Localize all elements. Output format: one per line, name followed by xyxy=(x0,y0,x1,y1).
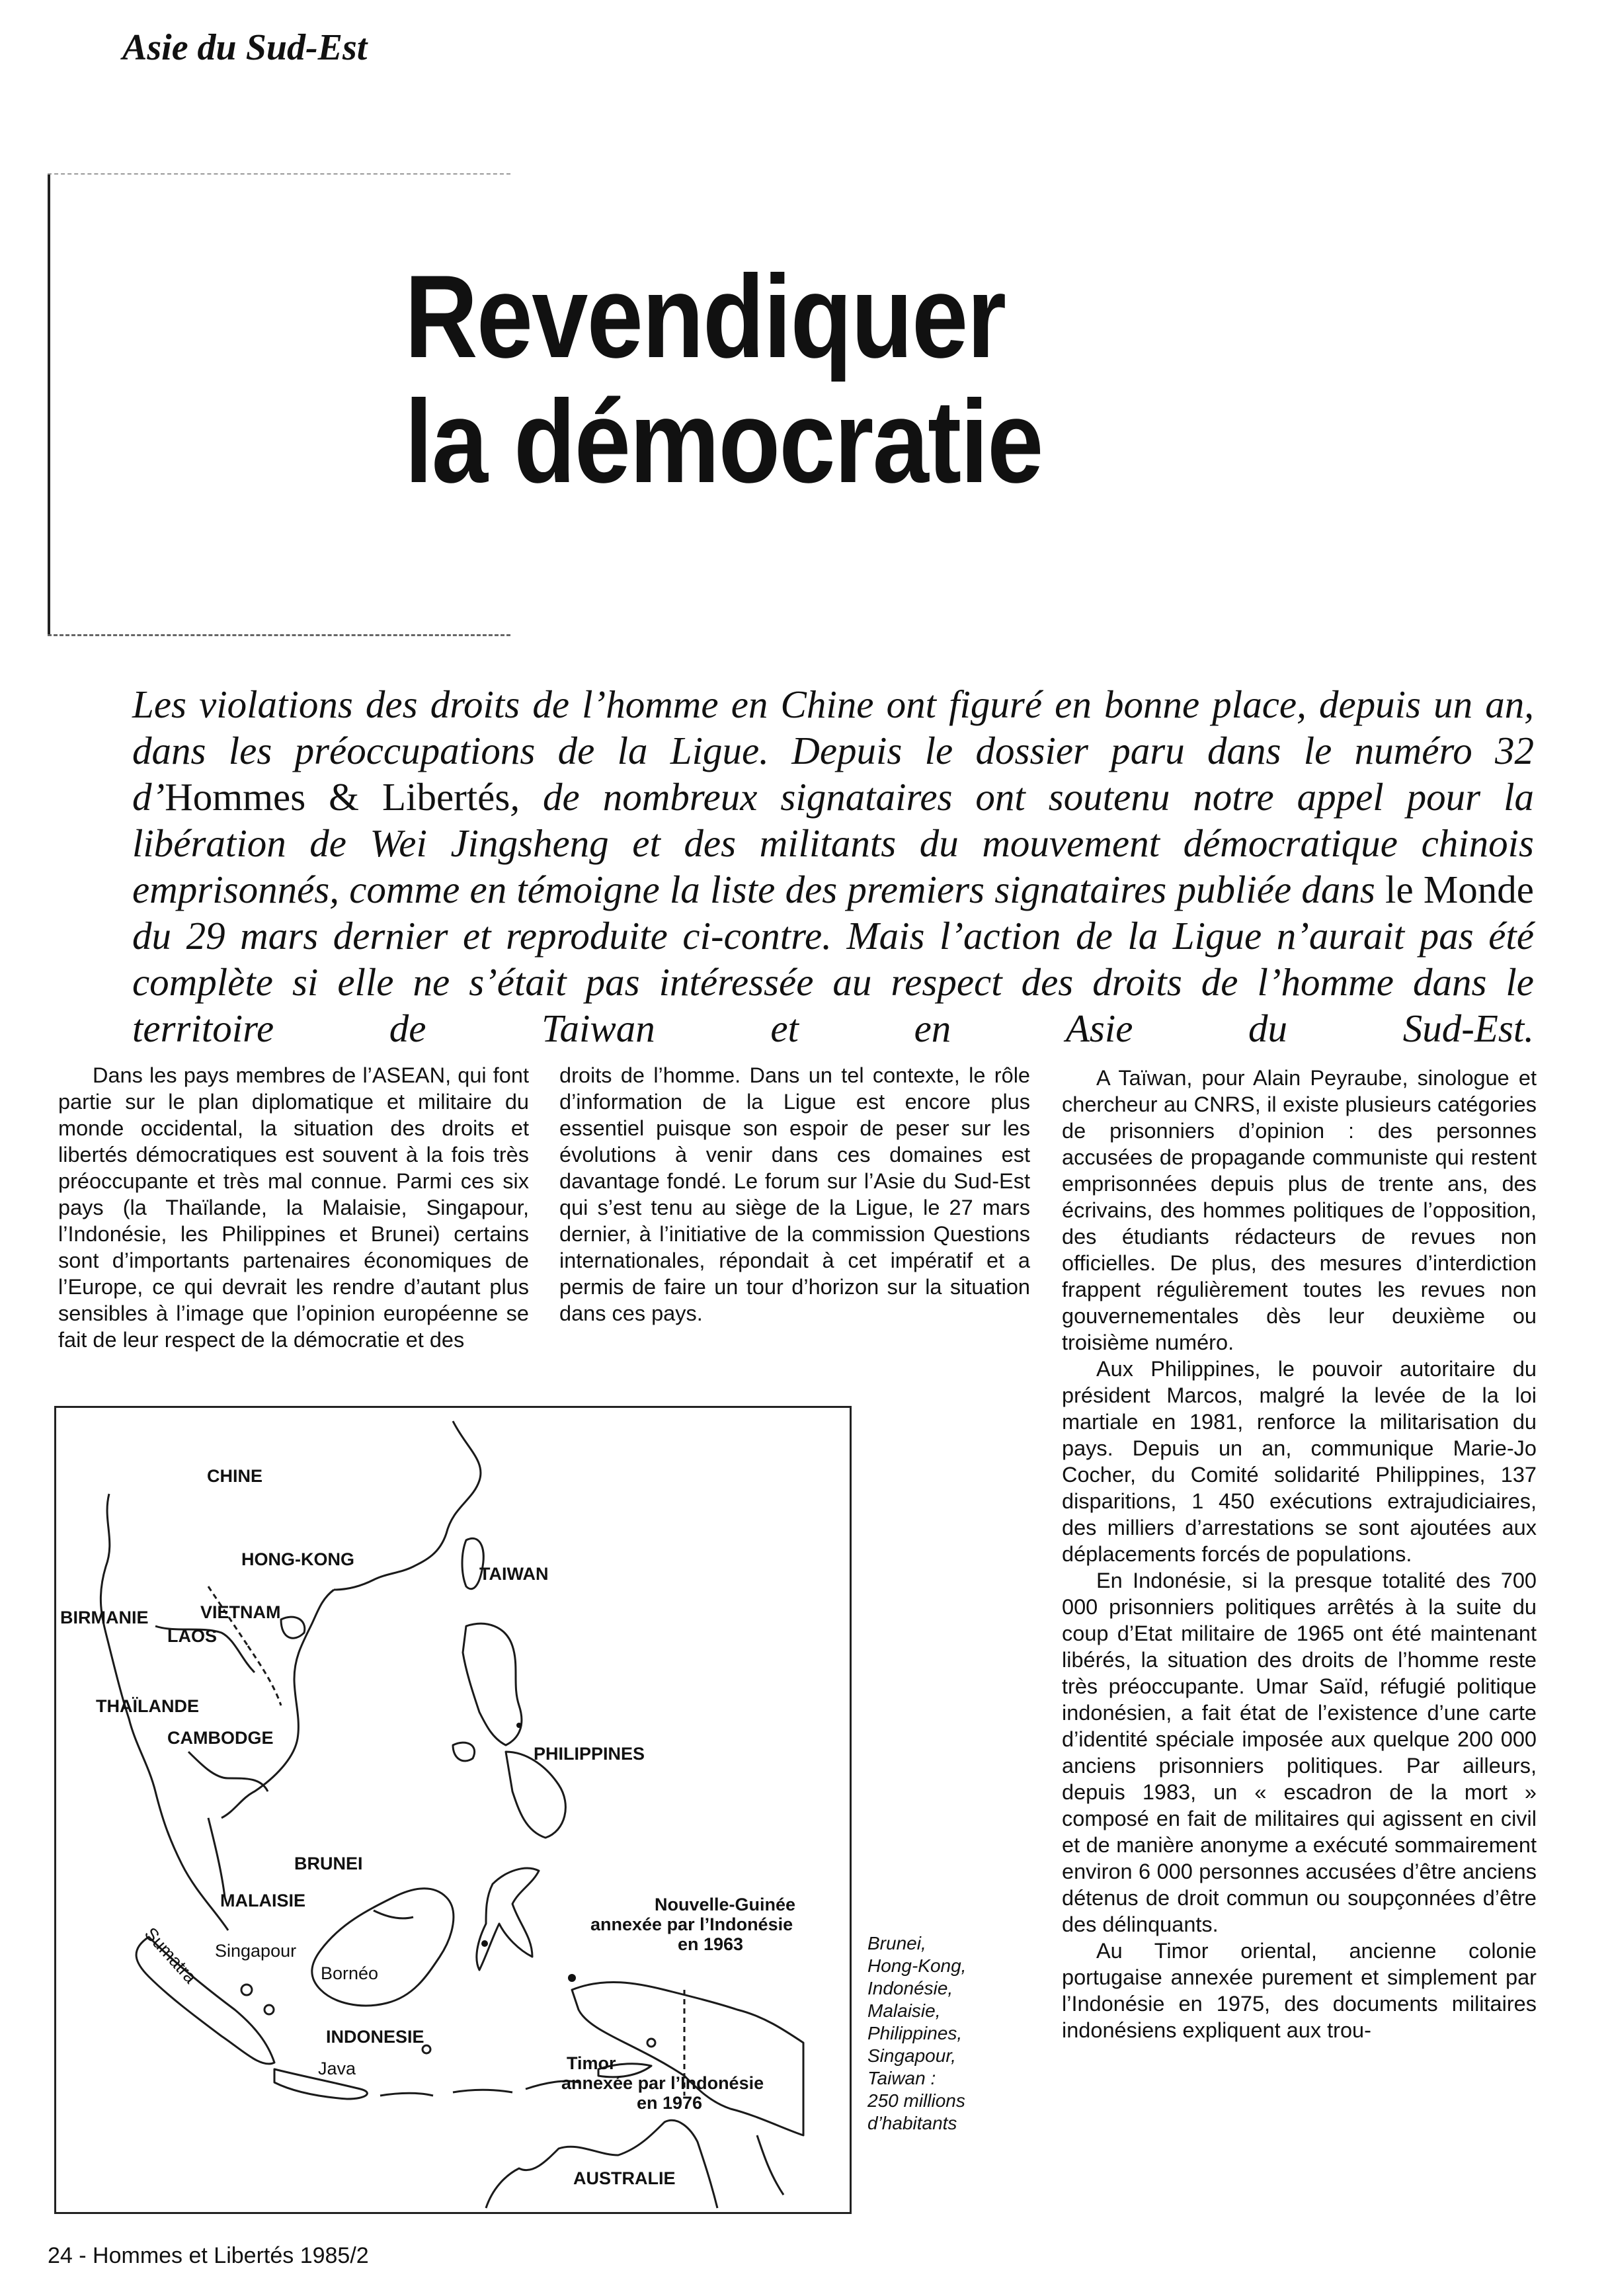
map-label-philippines: PHILIPPINES xyxy=(534,1744,645,1764)
section-label: Asie du Sud-Est xyxy=(122,27,368,68)
caption-line: 250 millions xyxy=(867,2090,965,2111)
lead-text: Jingsheng et des militants du mouvement démocratique chinois emprisonnés, comme en témoigne la liste des premiers signataires publiée dans xyxy=(132,821,1534,911)
map-label-burma: BIRMANIE xyxy=(60,1608,149,1627)
lead-text: , de nombreux signataires ont soutenu notre appel pour la libération de Wei xyxy=(132,775,1534,865)
caption-line: Brunei, xyxy=(867,1933,926,1953)
caption-line: Singapour, xyxy=(867,2045,956,2066)
map-label-hong-kong: HONG-KONG xyxy=(241,1549,354,1569)
map-label-taiwan: TAIWAN xyxy=(479,1564,549,1584)
caption-line: d’habitants xyxy=(867,2113,957,2133)
paragraph: Au Timor oriental, ancienne colonie portugaise annexée purement et simplement par l’Indonésie en 1975, des documents militaires indonésiens expliquent aux trou- xyxy=(1062,1939,1537,2042)
map-label-timor-annexed: annexée par l’Indonésie xyxy=(561,2073,764,2093)
map-label-new-guinea-year: en 1963 xyxy=(678,1934,744,1954)
southeast-asia-map xyxy=(54,1406,852,2214)
caption-line: Taiwan : xyxy=(867,2068,936,2088)
map-label-laos: LAOS xyxy=(167,1626,218,1646)
article-column-2 xyxy=(559,1062,1030,1327)
map-label-cambodia: CAMBODGE xyxy=(167,1728,274,1748)
map-label-new-guinea: Nouvelle-Guinée xyxy=(655,1895,796,1914)
caption-line: Philippines, xyxy=(867,2023,963,2043)
caption-line: Indonésie, xyxy=(867,1978,953,1998)
map-label-australia: AUSTRALIE xyxy=(573,2168,676,2188)
map-label-singapore: Singapour xyxy=(215,1941,297,1961)
map-label-indonesia: INDONESIE xyxy=(326,2027,424,2047)
paragraph: Aux Philippines, le pouvoir autoritaire du président Marcos, malgré la levée de la loi martiale en 1981, renforce la militarisation du pays. Depuis un an, communique Marie-Jo Cocher, du Comité solidarité Philippines, 137 disparitions, 1 450 exécutions extrajudiciaires, des milliers d’arrestations se sont ajoutées aux déplacements forcés de populations. xyxy=(1062,1357,1537,1566)
map-label-vietnam: VIETNAM xyxy=(200,1602,281,1622)
lead-text: du 29 mars dernier et reproduite ci-contre. Mais l’action de la Ligue n’aurait pas été complète si elle ne s’était pas intéressée au respect des droits de l’homme dans le territoire de Taiwan et en Asie du Sud-Est. xyxy=(132,914,1534,1050)
map-label-brunei: BRUNEI xyxy=(294,1854,363,1873)
article-column-3 xyxy=(1062,1065,1537,2043)
title-line-2: la démocratie xyxy=(405,375,1043,507)
map-label-timor: Timor xyxy=(567,2053,616,2073)
map-label-malaysia: MALAISIE xyxy=(220,1891,306,1910)
lead-magazine-name: Hommes & Libertés xyxy=(165,775,510,819)
map-label-thailand: THAÏLANDE xyxy=(96,1696,199,1716)
map-caption xyxy=(867,1932,1013,2135)
page-footer: 24 - Hommes et Libertés 1985/2 xyxy=(48,2243,369,2268)
lead-newspaper-name: le Monde xyxy=(1385,868,1534,911)
paragraph: En Indonésie, si la presque totalité des 700 000 prisonniers politiques arrêtés à la suite du coup d’Etat militaire de 1965 ont été maintenant libérés, la situation des droits de l’homme reste très préoccupante. Umar Saïd, réfugié politique indonésien, a fait état de l’existence d’une carte d’identité spéciale imposée aux quelque 200 000 anciens prisonniers politiques. Par ailleurs, depuis 1983, un « escadron de la mort » composé en fait de militaires qui agissent en civil et de manière anonyme a exécuté sommairement environ 6 000 personnes accusées d’être anciens détenus de droit commun ou soupçonnées d’être des délinquants. xyxy=(1062,1569,1537,1936)
map-label-new-guinea-annexed: annexée par l’Indonésie xyxy=(590,1914,793,1934)
map-label-java: Java xyxy=(318,2059,356,2078)
paragraph: Dans les pays membres de l’ASEAN, qui font partie sur le plan diplomatique et militaire du monde occidental, la situation des droits et libertés démocratiques est souvent à la fois très préoccupante et très mal connue. Parmi ces six pays (la Thaïlande, la Malaisie, Singapour, l’Indonésie, les Philippines et Brunei) certains sont d’importants partenaires économiques de l’Europe, ce qui devrait les rendre d’autant plus sensibles à l’image que l’opinion européenne se fait de leur respect de la démocratie et des xyxy=(58,1063,529,1352)
paragraph: droits de l’homme. Dans un tel contexte, le rôle d’information de la Ligue est encore plus essentiel puisque son espoir de peser sur les évolutions à venir dans ces domaines est davantage fondé. Le forum sur l’Asie du Sud-Est qui s’est tenu au siège de la Ligue, le 27 mars dernier, à l’initiative de la commission Questions internationales, répondait à cet impératif et a permis de faire un tour d’horizon sur la situation dans ces pays. xyxy=(559,1063,1030,1325)
map-label-china: CHINE xyxy=(207,1466,263,1486)
article-title xyxy=(405,251,1043,507)
map-label-borneo: Bornéo xyxy=(321,1963,379,1983)
map-label-sumatra: Sumatra xyxy=(140,1924,201,1987)
title-line-1: Revendiquer xyxy=(405,251,1006,382)
paragraph: A Taïwan, pour Alain Peyraube, sinologue et chercheur au CNRS, il existe plusieurs catégories de prisonniers d’opinion : des personnes accusées de propagande communiste qui restent emprisonnées depuis plus de trente ans, des écrivains, des hommes politiques de l’opposition, des étudiants rédacteurs de revues non officielles. De plus, des mesures d’interdiction frappent régulièrement toutes les revues non gouvernementales dès leur deuxième ou troisième numéro. xyxy=(1062,1066,1537,1354)
caption-line: Hong-Kong, xyxy=(867,1955,967,1976)
caption-line: Malaisie, xyxy=(867,2000,941,2021)
title-frame xyxy=(48,173,56,636)
article-column-1 xyxy=(58,1062,529,1353)
lead-paragraph xyxy=(132,681,1534,1051)
lead-text: Les violations des droits de l’homme en Chine ont figuré en bonne place, depuis un an, dans les préoccupations de la Ligue. Depuis le dossier paru dans le numéro 32 d’ xyxy=(132,682,1534,819)
map-label-timor-year: en 1976 xyxy=(637,2093,703,2113)
